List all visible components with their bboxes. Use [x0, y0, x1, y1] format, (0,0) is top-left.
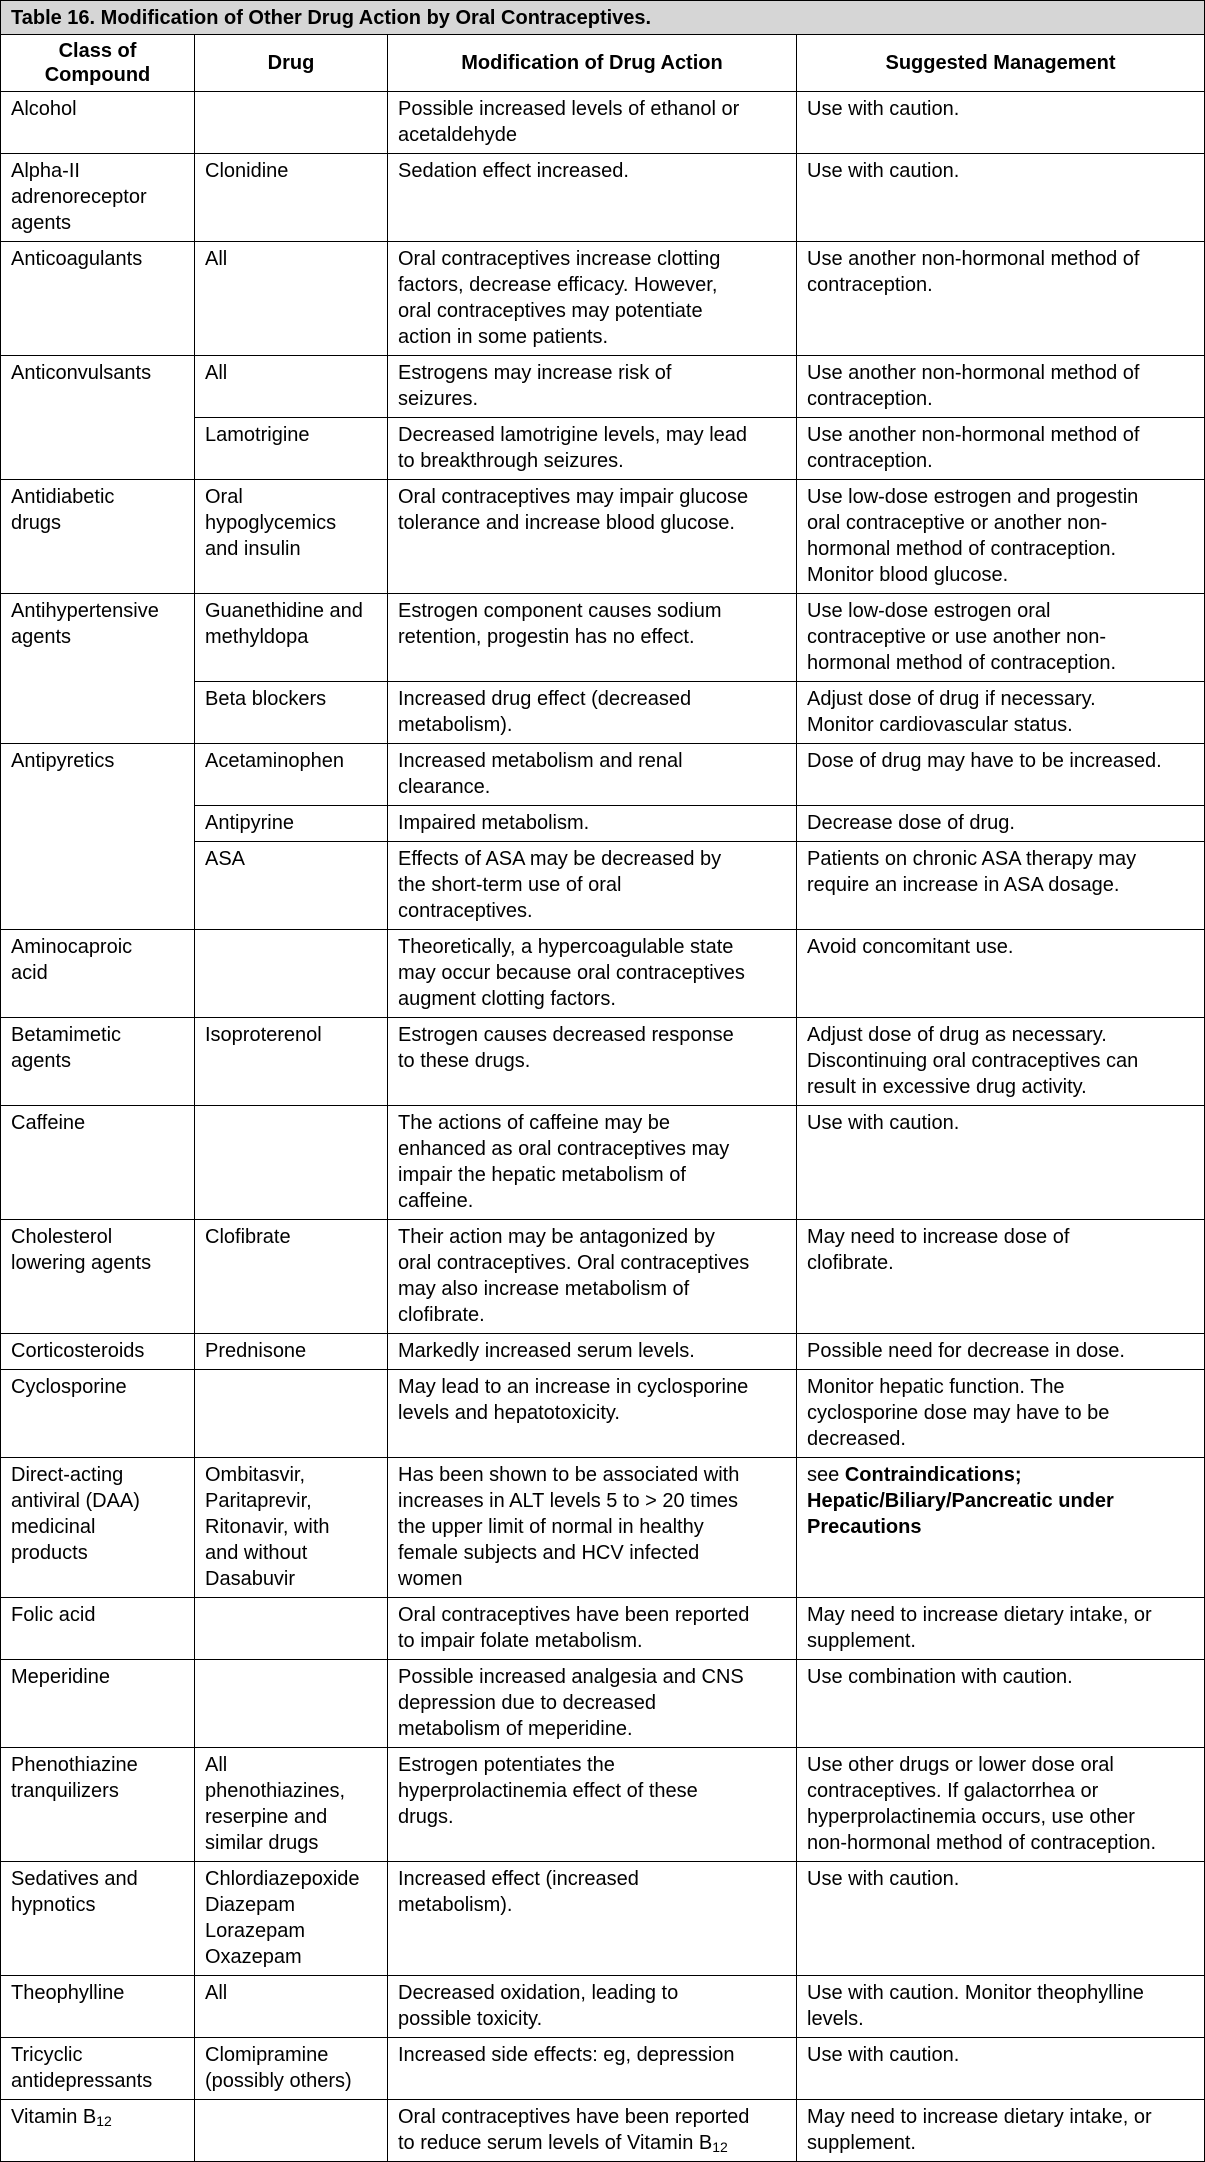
management-cell: Use another non-hormonal method of contraception. — [797, 242, 1205, 356]
table-row — [1, 1220, 1205, 1334]
table-row — [1, 1598, 1205, 1660]
header-class-of-compound: Class of Compound — [1, 35, 195, 92]
class-cell: Antipyretics — [1, 744, 195, 930]
drug-cell: All phenothiazines, reserpine and similar drugs — [195, 1748, 388, 1862]
class-cell: Corticosteroids — [1, 1334, 195, 1370]
drug-cell: All — [195, 1976, 388, 2038]
management-cell: May need to increase dose of clofibrate. — [797, 1220, 1205, 1334]
table-row — [1, 2100, 1205, 2162]
management-cell: Patients on chronic ASA therapy may require an increase in ASA dosage. — [797, 842, 1205, 930]
table-row — [1, 1976, 1205, 2038]
action-cell: The actions of caffeine may be enhanced as oral contraceptives may impair the hepatic metabolism of caffeine. — [388, 1106, 797, 1220]
table-row — [1, 1660, 1205, 1748]
table-row — [1, 154, 1205, 242]
table-row — [1, 1862, 1205, 1976]
management-cell: Decrease dose of drug. — [797, 806, 1205, 842]
action-cell: Increased metabolism and renal clearance. — [388, 744, 797, 806]
management-cell: Use with caution. — [797, 92, 1205, 154]
drug-cell — [195, 2100, 388, 2162]
action-cell: Oral contraceptives may impair glucose tolerance and increase blood glucose. — [388, 480, 797, 594]
header-management: Suggested Management — [797, 35, 1205, 92]
class-cell: Cyclosporine — [1, 1370, 195, 1458]
drug-cell: Beta blockers — [195, 682, 388, 744]
drug-cell: ASA — [195, 842, 388, 930]
action-cell: Oral contraceptives have been reported to impair folate metabolism. — [388, 1598, 797, 1660]
management-cell: Use other drugs or lower dose oral contraceptives. If galactorrhea or hyperprolactinemia occurs, use other non-hormonal method of contraception. — [797, 1748, 1205, 1862]
management-cell: Use with caution. — [797, 1862, 1205, 1976]
column-header-row — [1, 35, 1205, 92]
class-cell: Phenothiazine tranquilizers — [1, 1748, 195, 1862]
action-cell: Estrogen potentiates the hyperprolactinemia effect of these drugs. — [388, 1748, 797, 1862]
table-row — [1, 242, 1205, 356]
action-cell: Markedly increased serum levels. — [388, 1334, 797, 1370]
drug-cell — [195, 930, 388, 1018]
management-cell: May need to increase dietary intake, or supplement. — [797, 2100, 1205, 2162]
drug-cell — [195, 1660, 388, 1748]
management-cell: Use combination with caution. — [797, 1660, 1205, 1748]
management-cell: Use with caution. — [797, 1106, 1205, 1220]
action-cell: Sedation effect increased. — [388, 154, 797, 242]
management-cell: Use low-dose estrogen and progestin oral contraceptive or another non- hormonal method of contraception. Monitor blood glucose. — [797, 480, 1205, 594]
action-cell: Effects of ASA may be decreased by the short-term use of oral contraceptives. — [388, 842, 797, 930]
management-cell: Use with caution. — [797, 2038, 1205, 2100]
table-row — [1, 480, 1205, 594]
management-cell: Dose of drug may have to be increased. — [797, 744, 1205, 806]
drug-cell: Isoproterenol — [195, 1018, 388, 1106]
action-cell: Estrogen causes decreased response to these drugs. — [388, 1018, 797, 1106]
drug-cell: Clonidine — [195, 154, 388, 242]
table-row — [1, 594, 1205, 682]
action-cell: Estrogen component causes sodium retention, progestin has no effect. — [388, 594, 797, 682]
table-title-row — [1, 1, 1205, 35]
action-cell: Increased side effects: eg, depression — [388, 2038, 797, 2100]
table-row — [1, 1370, 1205, 1458]
management-cell: Use low-dose estrogen oral contraceptive or use another non- hormonal method of contraception. — [797, 594, 1205, 682]
management-cell: Use with caution. — [797, 154, 1205, 242]
table-row — [1, 2038, 1205, 2100]
table-row — [1, 1748, 1205, 1862]
class-name-text: Vitamin B — [11, 2106, 97, 2128]
drug-cell: All — [195, 242, 388, 356]
table-row — [1, 744, 1205, 806]
action-cell: Increased effect (increased metabolism). — [388, 1862, 797, 1976]
drug-cell: Prednisone — [195, 1334, 388, 1370]
drug-cell: Clomipramine (possibly others) — [195, 2038, 388, 2100]
action-cell: Has been shown to be associated with increases in ALT levels 5 to > 20 times the upper limit of normal in healthy female subjects and HCV infected women — [388, 1458, 797, 1598]
header-modification: Modification of Drug Action — [388, 35, 797, 92]
action-cell: Theoretically, a hypercoagulable state may occur because oral contraceptives augment clotting factors. — [388, 930, 797, 1018]
table-row — [1, 930, 1205, 1018]
management-reference: Contraindications; Hepatic/Biliary/Pancreatic under Precautions — [807, 1464, 1114, 1538]
drug-cell: Clofibrate — [195, 1220, 388, 1334]
class-cell: Tricyclic antidepressants — [1, 2038, 195, 2100]
class-cell: Theophylline — [1, 1976, 195, 2038]
drug-cell: Chlordiazepoxide Diazepam Lorazepam Oxazepam — [195, 1862, 388, 1976]
drug-cell — [195, 1106, 388, 1220]
management-cell: Adjust dose of drug if necessary. Monitor cardiovascular status. — [797, 682, 1205, 744]
class-cell: Betamimetic agents — [1, 1018, 195, 1106]
management-cell: Use with caution. Monitor theophylline levels. — [797, 1976, 1205, 2038]
table-title: Table 16. Modification of Other Drug Action by Oral Contraceptives. — [1, 1, 1205, 35]
class-cell: Antihypertensive agents — [1, 594, 195, 744]
subscript-12: 12 — [96, 2113, 112, 2129]
drug-cell: Acetaminophen — [195, 744, 388, 806]
drug-cell — [195, 92, 388, 154]
drug-cell — [195, 1598, 388, 1660]
table-row — [1, 1106, 1205, 1220]
class-cell: Folic acid — [1, 1598, 195, 1660]
action-cell: Decreased lamotrigine levels, may lead to breakthrough seizures. — [388, 418, 797, 480]
drug-cell — [195, 1370, 388, 1458]
action-cell: May lead to an increase in cyclosporine levels and hepatotoxicity. — [388, 1370, 797, 1458]
class-cell: Aminocaproic acid — [1, 930, 195, 1018]
subscript-12: 12 — [712, 2139, 728, 2155]
action-text: Oral contraceptives have been reported to reduce serum levels of Vitamin B — [398, 2106, 750, 2154]
action-cell: Oral contraceptives increase clotting factors, decrease efficacy. However, oral contraceptives may potentiate action in some patients. — [388, 242, 797, 356]
drug-cell: Ombitasvir, Paritaprevir, Ritonavir, with and without Dasabuvir — [195, 1458, 388, 1598]
action-cell: Possible increased analgesia and CNS depression due to decreased metabolism of meperidine. — [388, 1660, 797, 1748]
management-cell: May need to increase dietary intake, or supplement. — [797, 1598, 1205, 1660]
class-cell: Direct-acting antiviral (DAA) medicinal products — [1, 1458, 195, 1598]
table-row — [1, 92, 1205, 154]
table-row — [1, 1018, 1205, 1106]
management-cell: Avoid concomitant use. — [797, 930, 1205, 1018]
action-cell: Estrogens may increase risk of seizures. — [388, 356, 797, 418]
action-cell: Possible increased levels of ethanol or acetaldehyde — [388, 92, 797, 154]
class-cell: Anticoagulants — [1, 242, 195, 356]
class-cell: Sedatives and hypnotics — [1, 1862, 195, 1976]
table-row — [1, 1334, 1205, 1370]
class-cell — [1, 2100, 195, 2162]
drug-cell: Oral hypoglycemics and insulin — [195, 480, 388, 594]
action-cell — [388, 2100, 797, 2162]
table-row — [1, 1458, 1205, 1598]
header-drug: Drug — [195, 35, 388, 92]
management-cell — [797, 1458, 1205, 1598]
management-prefix: see — [807, 1464, 845, 1486]
class-cell: Alpha-II adrenoreceptor agents — [1, 154, 195, 242]
action-cell: Impaired metabolism. — [388, 806, 797, 842]
class-cell: Alcohol — [1, 92, 195, 154]
class-cell: Cholesterol lowering agents — [1, 1220, 195, 1334]
drug-cell: Lamotrigine — [195, 418, 388, 480]
class-cell: Antidiabetic drugs — [1, 480, 195, 594]
management-cell: Adjust dose of drug as necessary. Discontinuing oral contraceptives can result in excessive drug activity. — [797, 1018, 1205, 1106]
drug-cell: All — [195, 356, 388, 418]
action-cell: Increased drug effect (decreased metabolism). — [388, 682, 797, 744]
management-cell: Monitor hepatic function. The cyclosporine dose may have to be decreased. — [797, 1370, 1205, 1458]
class-cell: Anticonvulsants — [1, 356, 195, 480]
table-row — [1, 356, 1205, 418]
management-cell: Possible need for decrease in dose. — [797, 1334, 1205, 1370]
management-cell: Use another non-hormonal method of contraception. — [797, 356, 1205, 418]
drug-cell: Guanethidine and methyldopa — [195, 594, 388, 682]
action-cell: Decreased oxidation, leading to possible toxicity. — [388, 1976, 797, 2038]
class-cell: Caffeine — [1, 1106, 195, 1220]
management-cell: Use another non-hormonal method of contraception. — [797, 418, 1205, 480]
class-cell: Meperidine — [1, 1660, 195, 1748]
drug-cell: Antipyrine — [195, 806, 388, 842]
action-cell: Their action may be antagonized by oral contraceptives. Oral contraceptives may also increase metabolism of clofibrate. — [388, 1220, 797, 1334]
